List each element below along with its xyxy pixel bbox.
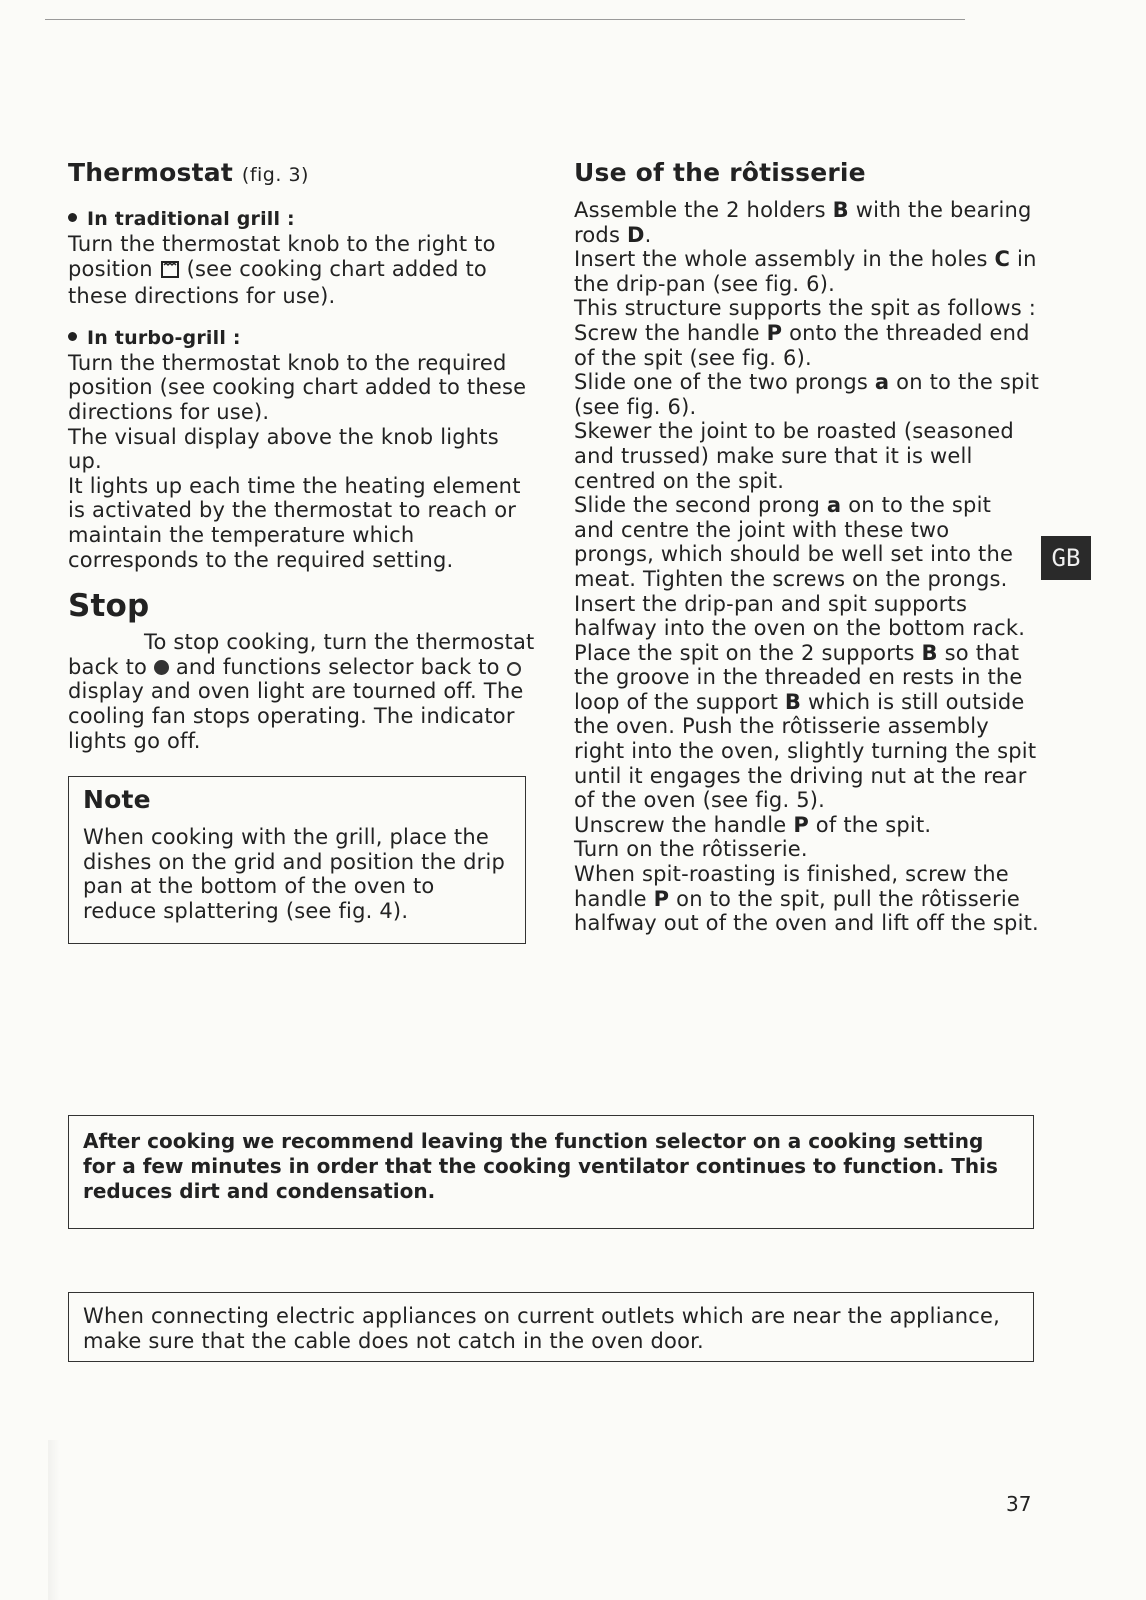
thermostat-title: Thermostat (68, 158, 234, 187)
hollow-circle-icon (507, 662, 521, 676)
rotisserie-para-7: Insert the drip-pan and spit supports halfway into the oven on the bottom rack. (574, 591, 1026, 641)
rotisserie-para-11: When spit-roasting is finished, screw the handle P on to the spit, pull the rôtisserie halfway out of the oven and lift off the spit. (574, 862, 1039, 936)
page-number: 37 (1006, 1492, 1032, 1516)
bullet-icon (68, 332, 77, 341)
thermostat-heading (68, 158, 538, 190)
turbo-grill-heading: In turbo-grill : (68, 325, 538, 351)
rotisserie-title: Use of the rôtisserie (574, 158, 866, 187)
rotisserie-para-5: Skewer the joint to be roasted (seasoned and trussed) make sure that it is well centred on the spit. (574, 419, 1014, 493)
thermostat-fig-ref: (fig. 3) (241, 164, 309, 186)
traditional-grill-heading: In traditional grill : (68, 206, 538, 232)
stop-title: Stop (68, 588, 150, 625)
grill-icon (160, 259, 180, 285)
rotisserie-para-9: Unscrew the handle P of the spit. (574, 812, 932, 837)
connecting-appliances-box: When connecting electric appliances on current outlets which are near the appliance, make sure that the cable does not catch in the oven door. (68, 1292, 1034, 1362)
left-column (68, 158, 538, 753)
note-text: When cooking with the grill, place the dishes on the grid and position the drip pan at the bottom of the oven to reduce splattering (see fig. 4). (83, 825, 506, 923)
turbo-grill-line-1: Turn the thermostat knob to the required position (see cooking chart added to these directions for use). (68, 350, 527, 424)
rotisserie-para-6: Slide the second prong a on to the spit and centre the joint with these two prongs, which should be well set into the meat. Tighten the screws on the prongs. (574, 493, 1014, 591)
turbo-grill-line-3: It lights up each time the heating element is activated by the thermostat to reach or maintain the temperature which corresponds to the required setting. (68, 473, 521, 572)
margin-shadow (48, 1440, 60, 1600)
top-rule (45, 19, 965, 20)
rotisserie-para-8: Place the spit on the 2 supports B so that the groove in the threaded en rests in the loop of the support B which is still outside the oven. Push the rôtisserie assembly right into the oven, slightly turning the spit until it engages the driving nut at the rear of the oven (see fig. 5). (574, 640, 1037, 813)
note-title: Note (83, 785, 151, 814)
after-cooking-box: After cooking we recommend leaving the function selector on a cooking setting for a few minutes in order that the cooking ventilator continues to function. This reduces dirt and condensation. (68, 1115, 1034, 1229)
bullet-icon (68, 213, 77, 222)
rotisserie-para-3: This structure supports the spit as follows : Screw the handle P onto the threaded end of the spit (see fig. 6). (574, 296, 1037, 370)
filled-circle-icon (154, 660, 169, 675)
traditional-grill-text: Turn the thermostat knob to the right to position (see cooking chart added to these directions for use). (68, 232, 496, 309)
turbo-grill-line-2: The visual display above the knob lights up. (68, 424, 499, 474)
note-box (68, 776, 526, 944)
rotisserie-para-4: Slide one of the two prongs a on to the spit (see fig. 6). (574, 370, 1040, 419)
stop-text: To stop cooking, turn the thermostat back to and functions selector back to display and oven light are tourned off. The cooling fan stops operating. The indicator lights go off. (68, 630, 535, 753)
language-tab-gb: GB (1041, 536, 1091, 580)
rotisserie-para-2: Insert the whole assembly in the holes C in the drip-pan (see fig. 6). (574, 247, 1037, 296)
right-column (574, 158, 1044, 936)
rotisserie-para-10: Turn on the rôtisserie. (574, 837, 808, 862)
rotisserie-para-1: Assemble the 2 holders B with the bearing rods D. (574, 198, 1032, 247)
